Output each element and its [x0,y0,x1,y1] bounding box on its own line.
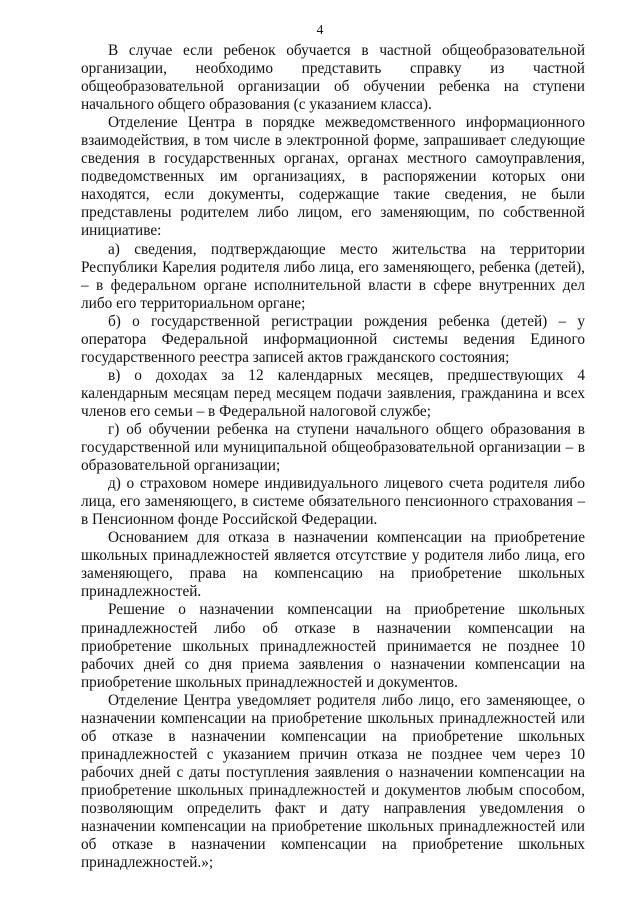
paragraph-interagency-request: Отделение Центра в порядке межведомственного информационного взаимодействия, в том числе в электронной форме, запрашивает следующие сведения в государственных органах, органах местного самоуправления, подведомственных им организациях, в распоряжении которых они находятся, если документы, содержащие такие сведения, не были представлены родителем либо лицом, его заменяющим, по собственной инициативе: [81,114,585,240]
page-number: 4 [316,22,324,37]
paragraph-decision-deadline: Решение о назначении компенсации на приобретение школьных принадлежностей либо об отказе в назначении компенсации на приобретение школьных принадлежностей принимается не позднее 10 рабочих дней со дня приема заявления о назначении компенсации на приобретение школьных принадлежностей и документов. [81,601,585,691]
document-body [81,42,585,872]
list-item-insurance-number: д) о страховом номере индивидуального лицевого счета родителя либо лица, его заменяющего, в системе обязательного пенсионного страхования – в Пенсионном фонде Российской Федерации. [81,475,585,529]
paragraph-refusal-grounds: Основанием для отказа в назначении компенсации на приобретение школьных принадлежностей является отсутствие у родителя либо лица, его заменяющего, права на компенсацию на приобретение школьных принадлежностей. [81,529,585,601]
list-item-birth-registration: б) о государственной регистрации рождения ребенка (детей) – у оператора Федеральной информационной системы ведения Единого государственного реестра записей актов гражданского состояния; [81,312,585,366]
paragraph-private-school-certificate: В случае если ребенок обучается в частной общеобразовательной организации, необходимо представить справку из частной общеобразовательной организации об обучении ребенка на ступени начального общего образования (с указанием класса). [81,42,585,114]
list-item-residence-info: а) сведения, подтверждающие место жительства на территории Республики Карелия родителя либо лица, его заменяющего, ребенка (детей), – в федеральном органе исполнительной власти в сфере внутренних дел либо его территориальном органе; [81,240,585,312]
paragraph-notification: Отделение Центра уведомляет родителя либо лицо, его заменяющее, о назначении компенсации на приобретение школьных принадлежностей или об отказе в назначении компенсации на приобретение школьных принадлежностей с указанием причин отказа не позднее чем через 10 рабочих дней с даты поступления заявления о назначении компенсации на приобретение школьных принадлежностей и документов любым способом, позволяющим определить факт и дату направления уведомления о назначении компенсации на приобретение школьных принадлежностей или об отказе в назначении компенсации на приобретение школьных принадлежностей.»; [81,691,585,872]
list-item-income-info: в) о доходах за 12 календарных месяцев, предшествующих 4 календарным месяцам перед месяцем подачи заявления, гражданина и всех членов его семьи – в Федеральной налоговой службе; [81,366,585,420]
list-item-education-info: г) об обучении ребенка на ступени начального общего образования в государственной или муниципальной общеобразовательной организации – в образовательной организации; [81,420,585,475]
